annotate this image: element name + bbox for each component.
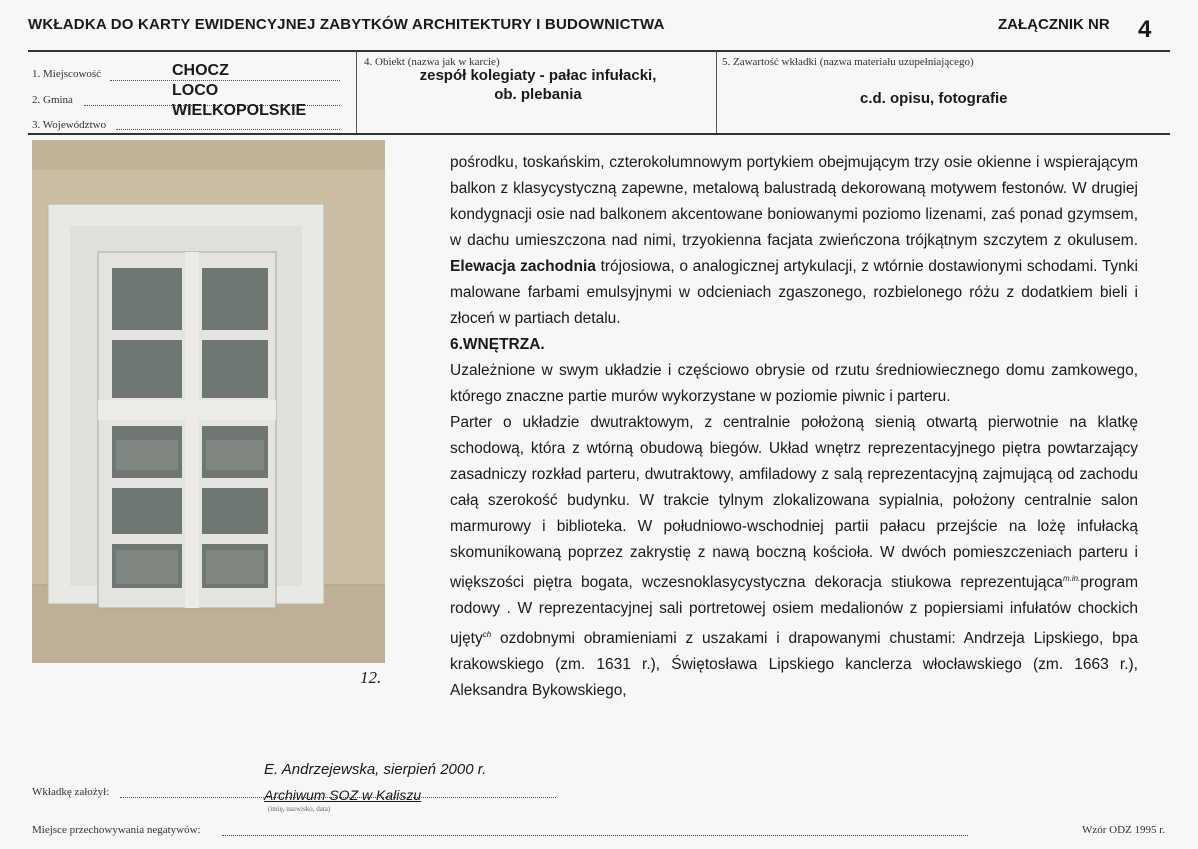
object-line-1: zespół kolegiaty - pałac infułacki,	[419, 67, 657, 84]
content-value: c.d. opisu, fotografie	[860, 90, 1008, 107]
attachment-number: 4	[1138, 16, 1152, 43]
west-elevation-heading: Elewacja zachodnia	[450, 258, 596, 275]
wojewodztwo-dots	[116, 129, 340, 130]
insert-note-ch: ch	[482, 630, 492, 640]
card-title: WKŁADKA DO KARTY EWIDENCYJNEJ ZABYTKÓW ARCHITEKTURY I BUDOWNICTWA	[28, 16, 665, 33]
attachment-label: ZAŁĄCZNIK NR	[998, 16, 1110, 33]
founder-hint: (imię, nazwisko, data)	[268, 805, 331, 813]
founder-label: Wkładkę założył:	[32, 786, 110, 798]
facade-text-a: pośrodku, toskańskim, czterokolumnowym portykiem obejmującym trzy osie okienne i wspierającym balkon z klasycystyczną zapewne, metalową balustradą dekorowaną motywem festonów. W drugiej kondygnacji osie nad balkonem akcentowane boniowanymi poziomo lizenami, zaś ponad gzymsem, w dachu umieszczona nad nimi, trzyokienna facjata zwieńczona trójkątnym szczytem z okulusem.	[450, 154, 1138, 249]
interiors-text-a: Parter o układzie dwutraktowym, z centralnie położoną sienią otwartą pierwotnie na klatkę schodową, która z wtórną obudową biegów. Układ wnętrz reprezentacyjnego piętra powtarzający zasadniczy rozkład parteru, dwutraktowy, amfiladowy z salą reprezentacyjną zajmującą od zachodu całą szerokość budynku. W trakcie tylnym zlokalizowana sypialnia, położony centralnie salon marmurowy i biblioteka. W południowo-wschodniej partii pałacu przejście na lożę infułacką skomunikowaną poprzez zakrystię z nawą boczną kościoła. W dwóch pomieszczeniach parteru i większości piętra bogata, wczesnoklasycystyczna dekoracja stiukowa reprezentująca	[450, 414, 1138, 592]
header-bottom-rule	[28, 133, 1170, 135]
section-heading: 6.WNĘTRZA.	[450, 336, 545, 353]
gmina-value: LOCO	[172, 82, 219, 99]
interiors-text-c: ozdobnymi obramieniami z uszakami i drapowanymi chustami: Andrzeja Lipskiego, bpa krakowskiego (zm. 1631 r.), Świętosława Lipskiego kanclerza włocławskiego (zm. 1663 r.), Aleksandra Bykowskiego,	[450, 630, 1138, 700]
wojewodztwo-value: WIELKOPOLSKIE	[172, 102, 307, 119]
interiors-text-b: program rodowy . W reprezentacyjnej sali portretowej osiem medalionów z popiersiami infułatów chockich ujęty	[450, 574, 1138, 648]
paragraph-interiors-intro: Uzależnione w swym układzie i częściowo obrysie od rzutu średniowiecznego domu zamkowego, którego znaczne partie murów wykorzystane w poziomie piwnic i parteru.	[450, 362, 1138, 405]
facade-text-b: trójosiowa, o analogicznej artykulacji, z wtórnie dostawionymi schodami. Tynki malowane farbami emulsyjnymi w odcieniach zgaszonego, rozbielonego różu z dodatkiem bieli i złoceń w partiach detalu.	[450, 258, 1138, 327]
content-label: 5. Zawartość wkładki (nazwa materiału uzupełniającego)	[722, 56, 974, 68]
form-code: Wzór ODZ 1995 r.	[1082, 824, 1166, 836]
author-signature: E. Andrzejewska, sierpień 2000 r.	[264, 761, 487, 778]
miejscowosc-value: CHOCZ	[172, 62, 229, 79]
field-divider-1	[356, 51, 357, 133]
window-illustration	[32, 140, 385, 663]
photo-number: 12.	[360, 668, 382, 687]
object-label: 4. Obiekt (nazwa jak w karcie)	[364, 56, 500, 68]
negatives-label: Miejsce przechowywania negatywów:	[32, 824, 201, 836]
miejscowosc-label: 1. Miejscowość	[32, 68, 102, 80]
window-photo	[32, 140, 385, 663]
insert-note-min: m.in.	[1062, 574, 1081, 583]
description-text	[450, 150, 1138, 704]
header-top-rule	[28, 50, 1170, 52]
miejscowosc-dots	[110, 80, 340, 81]
field-divider-2	[716, 51, 717, 133]
negatives-dots	[222, 835, 968, 836]
wojewodztwo-label: 3. Województwo	[32, 119, 107, 131]
paragraph-facade	[450, 150, 1138, 332]
gmina-label: 2. Gmina	[32, 94, 73, 106]
paragraph-interiors	[450, 410, 1138, 704]
object-line-2: ob. plebania	[494, 86, 582, 103]
archive-location: Archiwum SOZ w Kaliszu	[264, 787, 422, 803]
